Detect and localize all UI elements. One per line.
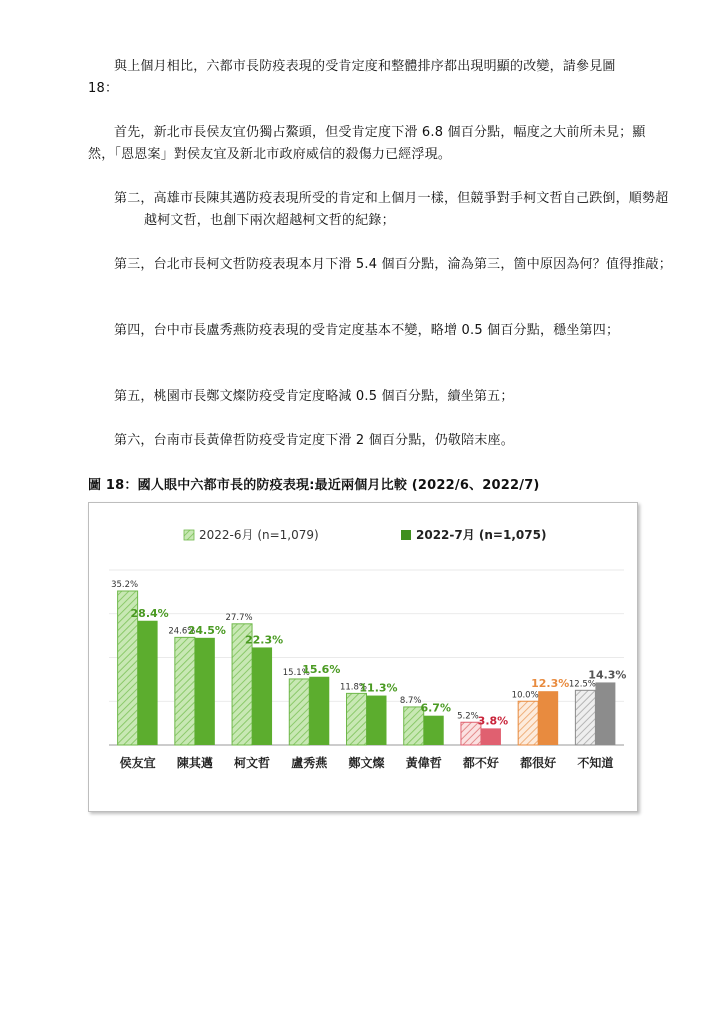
value-label-june: 11.8% <box>339 682 368 693</box>
value-label-july: 3.8% <box>477 714 509 728</box>
value-label-july: 14.3% <box>588 668 627 682</box>
category-label: 不知道 <box>577 756 614 770</box>
value-label-june: 24.6% <box>168 626 196 637</box>
value-label-june: 35.2% <box>111 580 139 590</box>
bar-june <box>575 690 595 745</box>
chart-frame <box>88 502 638 812</box>
value-label-june: 12.5% <box>568 679 596 690</box>
category-label: 都不好 <box>462 756 499 770</box>
figure-title: 圖 18：國人眼中六都市長的防疫表現:最近兩個月比較 (2022/6、2022/7) <box>88 478 540 493</box>
value-label-july: 12.3% <box>531 677 570 691</box>
category-label: 盧秀燕 <box>291 756 328 770</box>
category-labels-group <box>120 755 614 770</box>
value-label-july: 24.5% <box>187 623 226 637</box>
bar-chart <box>89 503 637 811</box>
category-label: 都很好 <box>520 756 557 770</box>
bar-july <box>367 696 387 745</box>
bar-july <box>424 716 444 745</box>
value-label-june: 8.7% <box>399 695 422 706</box>
bar-july <box>309 677 329 745</box>
value-label-july: 15.6% <box>302 662 341 676</box>
value-label-july: 6.7% <box>420 701 451 715</box>
category-label: 侯友宜 <box>119 756 156 770</box>
bar-june <box>518 701 538 745</box>
bar-july <box>481 728 501 745</box>
chart-legend <box>184 528 546 542</box>
bar-july <box>538 691 558 745</box>
legend-swatch-july <box>401 530 411 540</box>
category-label: 陳其邁 <box>176 756 213 770</box>
first-paragraph: 首先，新北市長侯友宜仍獨占鰲頭，但受肯定度下滑 6.8 個百分點，幅度之大前所未見；顯然，「恩恩案」對侯友宜及新北市政府威信的殺傷力已經浮現。 <box>88 125 646 162</box>
value-label-june: 5.2% <box>457 711 479 722</box>
category-label: 柯文哲 <box>234 756 271 770</box>
value-label-june: 10.0% <box>511 690 539 701</box>
bar-june <box>347 693 367 745</box>
bar-june <box>175 637 195 745</box>
category-label: 鄭文燦 <box>348 756 385 770</box>
legend-swatch-june <box>184 530 194 540</box>
bar-july <box>138 621 158 745</box>
list-item: 第二，高雄市長陳其邁防疫表現所受的肯定和上個月一樣，但競爭對手柯文哲自己跌倒，順勢超越柯文哲，也創下兩次超越柯文哲的紀錄； <box>114 191 669 228</box>
intro-paragraph: 與上個月相比，六都市長防疫表現的受肯定度和整體排序都出現明顯的改變，請參見圖 18： <box>88 59 616 96</box>
value-label-july: 22.3% <box>244 633 284 647</box>
bar-june <box>289 679 309 745</box>
bar-july <box>195 638 215 745</box>
legend-label-july: 2022-7月 (n=1,075) <box>416 528 547 542</box>
category-label: 黃偉哲 <box>405 756 442 770</box>
bar-july <box>595 682 615 745</box>
list-item: 第三，台北市長柯文哲防疫表現本月下滑 5.4 個百分點，淪為第三，箇中原因為何？值得推敲； <box>114 257 672 272</box>
list-item: 第五，桃園市長鄭文燦防疫受肯定度略減 0.5 個百分點，續坐第五； <box>114 389 514 404</box>
value-label-june: 15.1% <box>282 667 310 678</box>
list-item: 第四，台中市長盧秀燕防疫表現的受肯定度基本不變，略增 0.5 個百分點，穩坐第四； <box>114 323 620 338</box>
legend-label-june: 2022-6月 (n=1,079) <box>199 528 319 542</box>
value-label-july: 11.3% <box>359 681 398 695</box>
list-item: 第六，台南市長黃偉哲防疫受肯定度下滑 2 個百分點，仍敬陪末座。 <box>114 433 514 448</box>
value-label-july: 28.4% <box>130 606 169 620</box>
value-label-june: 27.7% <box>225 612 253 623</box>
bar-july <box>252 647 272 745</box>
